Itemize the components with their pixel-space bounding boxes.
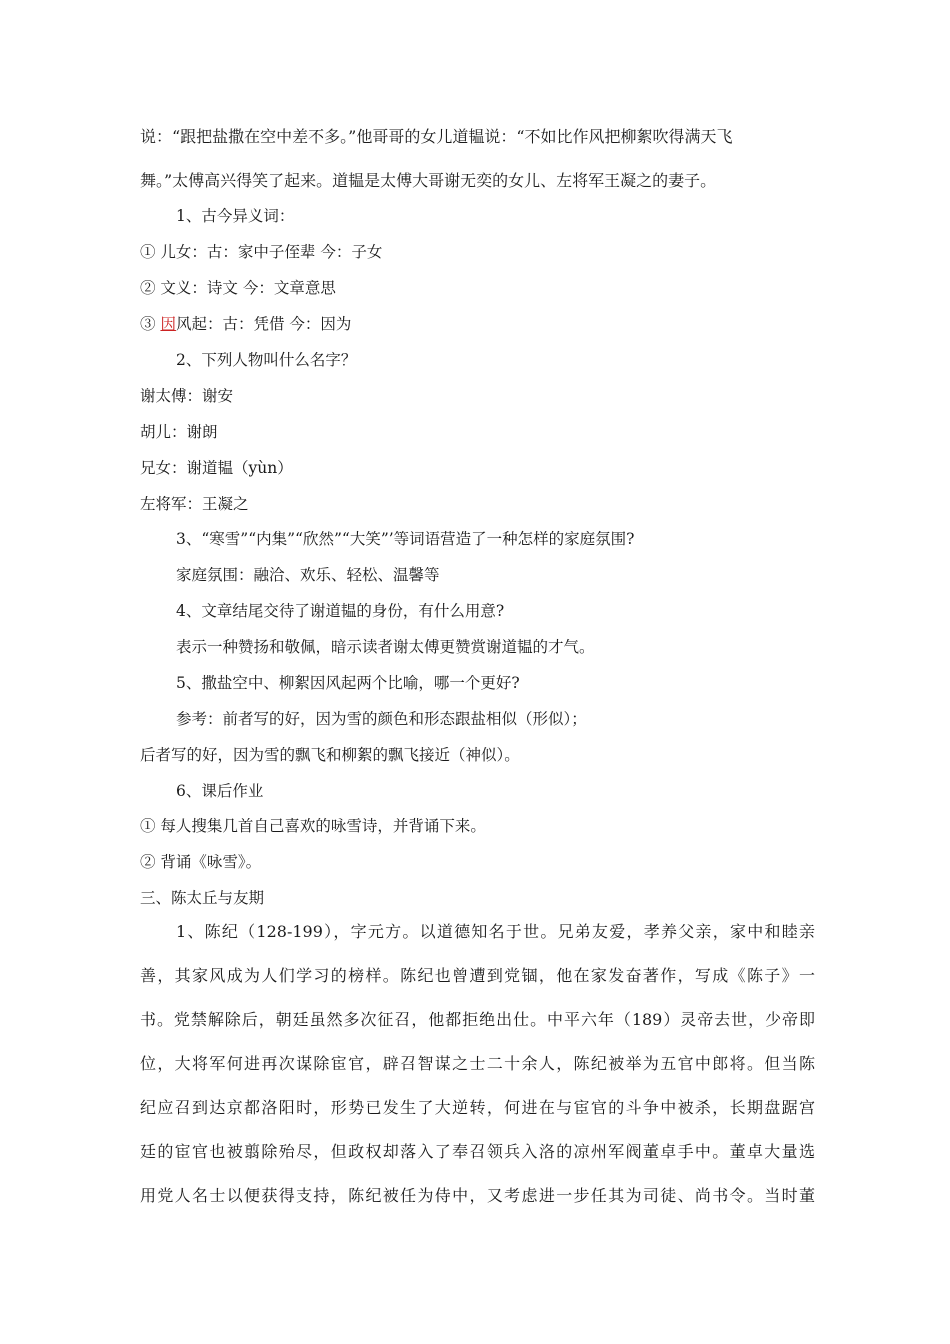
paragraph-line: 位，大将军何进再次谋除宦官，辟召智谋之士二十余人，陈纪被举为五官中郎将。但当陈 xyxy=(140,1054,815,1073)
section-heading: 三、陈太丘与友期 xyxy=(140,889,265,907)
paragraph-line: 书。党禁解除后，朝廷虽然多次征召，他都拒绝出仕。中平六年（189）灵帝去世，少帝即 xyxy=(140,1010,815,1029)
list-item: ① 每人搜集几首自己喜欢的咏雪诗，并背诵下来。 xyxy=(140,817,486,835)
paragraph-line: 善，其家风成为人们学习的榜样。陈纪也曾遭到党锢，他在家发奋著作，写成《陈子》一 xyxy=(140,966,815,985)
question-heading: 3、“寒雪”“内集”“欣然”“大笑”’等词语营造了一种怎样的家庭氛围? xyxy=(176,530,635,548)
answer-text: 表示一种赞扬和敬佩，暗示读者谢太傅更赞赏谢道韫的才气。 xyxy=(176,638,595,656)
list-marker: ③ xyxy=(140,315,161,333)
paragraph-line: 用党人名士以便获得支持，陈纪被任为侍中，又考虑进一步任其为司徒、尚书令。当时董 xyxy=(140,1186,815,1205)
paragraph-line: 纪应召到达京都洛阳时，形势已发生了大逆转，何进在与宦官的斗争中被杀，长期盘踞宫 xyxy=(140,1098,815,1117)
question-heading: 4、文章结尾交待了谢道韫的身份，有什么用意? xyxy=(176,602,505,620)
highlighted-character: 因 xyxy=(160,315,176,333)
question-heading: 6、课后作业 xyxy=(176,782,264,800)
list-item: 左将军：王凝之 xyxy=(140,495,249,513)
paragraph-line: 廷的宦官也被翦除殆尽，但政权却落入了奉召领兵入洛的凉州军阀董卓手中。董卓大量选 xyxy=(140,1142,815,1161)
paragraph-line: 1、陈纪（128-199），字元方。以道德知名于世。兄弟友爱，孝养父亲，家中和睦亲 xyxy=(176,922,815,941)
list-item: ① 儿女：古：家中子侄辈 今：子女 xyxy=(140,243,383,261)
list-item: 胡儿：谢朗 xyxy=(140,423,218,441)
list-item: 谢太傅：谢安 xyxy=(140,387,234,405)
question-heading: 2、下列人物叫什么名字？ xyxy=(176,351,357,369)
list-item: ② 背诵《咏雪》。 xyxy=(140,853,262,871)
list-item-text: 风起：古：凭借 今：因为 xyxy=(175,315,352,333)
question-heading: 1、古今异义词： xyxy=(176,207,295,225)
answer-text: 后者写的好，因为雪的飘飞和柳絮的飘飞接近（神似）。 xyxy=(140,746,520,764)
text-line: 舞。”太傅高兴得笑了起来。道韫是太傅大哥谢无奕的女儿、左将军王凝之的妻子。 xyxy=(140,171,717,190)
question-heading: 5、撒盐空中、柳絮因风起两个比喻，哪一个更好? xyxy=(176,674,520,692)
answer-text: 参考：前者写的好，因为雪的颜色和形态跟盐相似（形似）； xyxy=(176,710,587,728)
answer-text: 家庭氛围：融洽、欢乐、轻松、温馨等 xyxy=(176,566,440,584)
text-line: 说：“跟把盐撒在空中差不多。”他哥哥的女儿道韫说：“不如比作风把柳絮吹得满天飞 xyxy=(140,127,733,146)
list-item: 兄女：谢道韫（yùn） xyxy=(140,459,293,477)
list-item xyxy=(140,314,815,334)
list-item: ② 文义：诗文 今：文章意思 xyxy=(140,279,336,297)
